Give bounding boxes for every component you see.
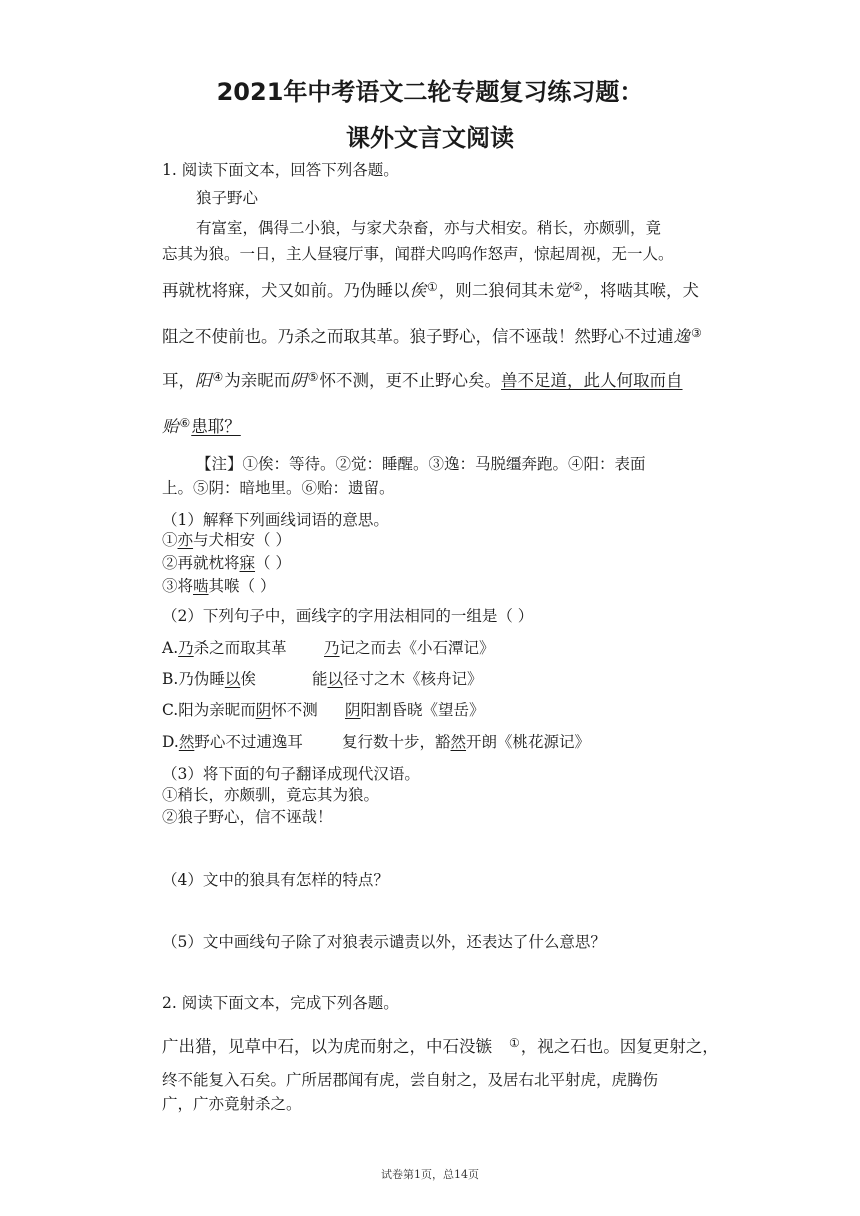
passage-title: 狼子野心: [196, 189, 259, 207]
passage-line: 贻⑥患耶？: [162, 416, 241, 436]
option-a: A.乃杀之而取其革: [162, 639, 287, 657]
footnote-marker: ①: [509, 1036, 520, 1050]
item-line: ①稍长，亦颇驯，竟忘其为狼。: [162, 786, 380, 804]
underlined-sentence: 患耶？: [191, 417, 241, 436]
footnote-marker: ④: [212, 370, 224, 384]
question-prompt: 2. 阅读下面文本，完成下列各题。: [162, 994, 399, 1012]
sub-question-text: （2）下列句子中，画线字的字用法相同的一组是（ ）: [162, 607, 534, 625]
passage-line: 广，广亦竟射杀之。: [162, 1095, 302, 1113]
item-line: ②再就枕将寐（ ）: [162, 554, 291, 572]
passage-line: 有富室，偶得二小狼，与家犬杂畜，亦与犬相安。稍长，亦颇驯，竟: [196, 219, 662, 237]
passage-line: 再就枕将寐，犬又如前。乃伪睡以俟①，则二狼伺其未觉②，将啮其喉，犬: [162, 280, 700, 300]
passage-line: 忘其为狼。一日，主人昼寝厅事，闻群犬呜呜作怒声，惊起周视，无一人。: [162, 245, 674, 263]
option-d: D.然野心不过逋逸耳: [162, 733, 303, 751]
option-c: C.阳为亲昵而阴怀不测: [162, 701, 318, 719]
title-line-2: 课外文言文阅读: [346, 124, 514, 152]
item-line: ③将啮其喉（ ）: [162, 577, 276, 595]
title-line-1: 2021年中考语文二轮专题复习练习题：: [216, 78, 644, 106]
footnote-marker: ⑥: [179, 416, 191, 430]
sub-question-4: （4）文中的狼具有怎样的特点？: [162, 871, 389, 889]
question-prompt: 1. 阅读下面文本，回答下列各题。: [162, 161, 399, 179]
footnote-marker: ①: [427, 280, 438, 294]
passage-line: 广出猎，见草中石，以为虎而射之，中石没镞 ①，视之石也。因复更射之，: [162, 1036, 719, 1056]
option-b: B.乃伪睡以俟: [162, 670, 256, 688]
note-line: 【注】①俟：等待。②觉：睡醒。③逸：马脱缰奔跑。④阳：表面: [196, 455, 646, 473]
option-c-compare: 阴阳割昏晓《望岳》: [345, 701, 485, 719]
footnote-marker: ⑤: [307, 370, 319, 384]
passage-line: 阻之不使前也。乃杀之而取其革。狼子野心，信不诬哉！然野心不过逋逸③: [162, 326, 702, 346]
page-footer: 试卷第1页，总14页: [381, 1168, 479, 1181]
item-line: ②狼子野心，信不诬哉！: [162, 808, 333, 826]
sub-question-text: （1）解释下列画线词语的意思。: [162, 511, 389, 529]
footnote-marker: ②: [571, 280, 583, 294]
option-d-compare: 复行数十步，豁然开朗《桃花源记》: [342, 733, 591, 751]
item-line: ①亦与犬相安（ ）: [162, 531, 291, 549]
option-a-compare: 乃记之而去《小石潭记》: [324, 639, 495, 657]
note-line: 上。⑤阴：暗地里。⑥贻：遗留。: [162, 479, 395, 497]
option-b-compare: 能以径寸之木《核舟记》: [312, 670, 483, 688]
underlined-sentence: 兽不足道，此人何取而自: [501, 371, 683, 390]
sub-question-5: （5）文中画线句子除了对狼表示谴责以外，还表达了什么意思？: [162, 933, 606, 951]
passage-line: 终不能复入石矣。广所居郡闻有虎，尝自射之，及居右北平射虎，虎腾伤: [162, 1071, 659, 1089]
sub-question-text: （3）将下面的句子翻译成现代汉语。: [162, 765, 420, 783]
footnote-marker: ③: [691, 326, 702, 340]
passage-line: 耳，阳④为亲昵而阴⑤怀不测，更不止野心矣。兽不足道，此人何取而自: [162, 370, 683, 390]
